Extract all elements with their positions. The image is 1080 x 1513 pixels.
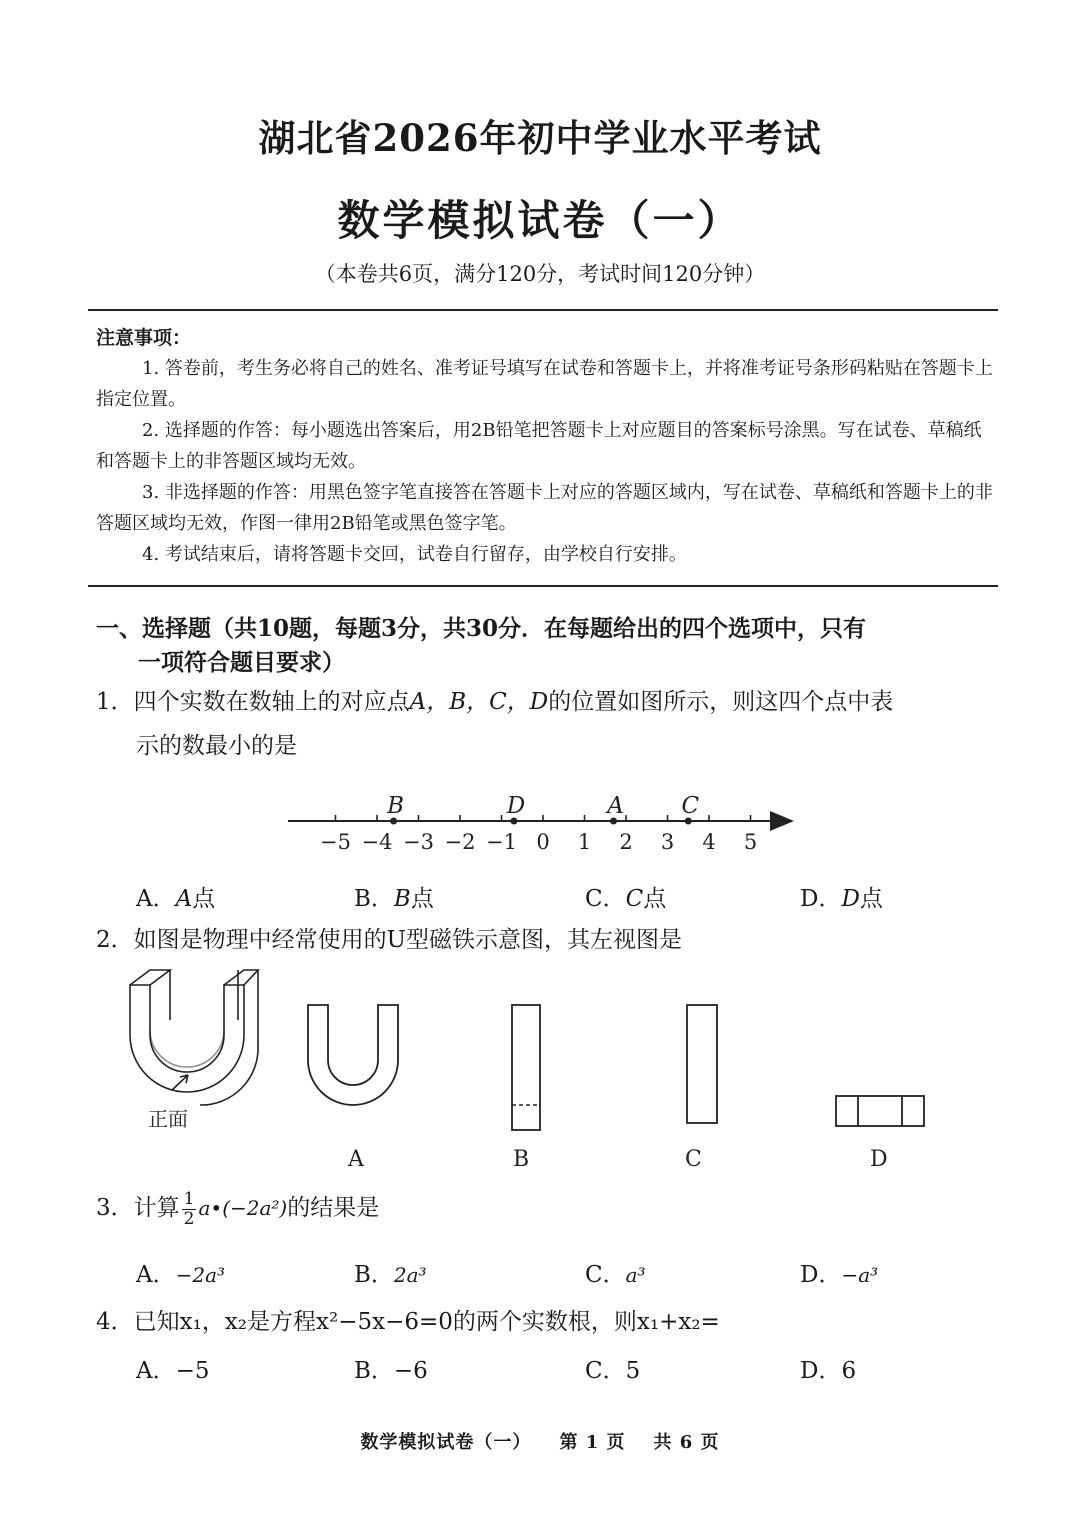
q3-fraction: $\frac{1}{2}$ [183, 1188, 195, 1229]
q4-option-c: C．5 [585, 1358, 641, 1384]
q1-option-a: A．A点 [136, 886, 216, 912]
q3-expression: a•(−2a²) [198, 1196, 288, 1220]
number-line-point-label-c: C [681, 793, 700, 819]
q3-option-b: B．2a³ [354, 1262, 427, 1288]
number-line-tick-label: −4 [361, 830, 393, 854]
q1-number: 1． [96, 689, 134, 715]
section-heading-line1: 一、选择题（共10题，每题3分，共30分．在每题给出的四个选项中，只有 [96, 615, 867, 642]
q1-points: A，B，C，D [409, 689, 549, 715]
exam-info: （本卷共6页，满分120分，考试时间120分钟） [314, 262, 766, 286]
section-heading [96, 612, 996, 680]
q4-option-a: A．−5 [136, 1358, 210, 1384]
number-line-point-label-d: D [506, 793, 526, 819]
section-heading-line2: 一项符合题目要求） [138, 649, 345, 676]
q3-number: 3． [96, 1195, 134, 1221]
divider-top [88, 309, 998, 311]
number-line-tick-label: 0 [536, 830, 550, 854]
q3-prefix: 计算 [133, 1195, 180, 1221]
q3-suffix: 的结果是 [287, 1195, 380, 1221]
number-line [280, 785, 810, 860]
number-line-tick-label: 4 [702, 830, 716, 854]
question-2 [96, 918, 996, 962]
exam-title: 湖北省2026年初中学业水平考试 [258, 116, 822, 160]
option-b-label: B [513, 1147, 530, 1172]
magnet-figures [120, 960, 940, 1180]
q3-option-d: D．−a³ [800, 1262, 879, 1288]
front-label: 正面 [148, 1107, 188, 1131]
notice-item-3: 3. 非选择题的作答：用黑色签字笔直接答在答题卡上对应的答题区域内，写在试卷、草稿纸和答题卡上的非答题区域均无效，作图一律用2B铅笔或黑色签字笔。 [96, 482, 993, 534]
q4-option-b: B．−6 [354, 1358, 428, 1384]
notice-heading: 注意事项： [96, 327, 192, 349]
q4-number: 4． [96, 1309, 134, 1335]
footer-total: 共 6 页 [653, 1432, 720, 1453]
page-footer [0, 1428, 1080, 1454]
number-line-tick-label: 2 [619, 830, 633, 854]
u-magnet-3d-drawing [130, 970, 258, 1105]
notice-item-1: 1. 答卷前，考生务必将自己的姓名、准考证号填写在试卷和答题卡上，并将准考证号条形码粘贴在答题卡上指定位置。 [96, 358, 993, 410]
notice-list [96, 353, 996, 570]
q2-text: 如图是物理中经常使用的U型磁铁示意图，其左视图是 [133, 927, 683, 953]
q4-text: 已知x₁，x₂是方程x²−5x−6=0的两个实数根，则x₁+x₂= [133, 1309, 720, 1335]
notice-item-2: 2. 选择题的作答：每小题选出答案后，用2B铅笔把答题卡上对应题目的答案标号涂黑。写在试卷、草稿纸和答题卡上的非答题区域均无效。 [96, 420, 982, 472]
footer-page: 第 1 页 [559, 1432, 626, 1453]
option-a-label: A [348, 1147, 364, 1172]
footer-exam-name: 数学模拟试卷（一） [360, 1432, 532, 1453]
number-line-tick-label: −2 [444, 830, 476, 854]
q1-text-part1: 四个实数在数轴上的对应点 [133, 689, 410, 715]
q4-option-d: D．6 [800, 1358, 857, 1384]
number-line-tick-label: −5 [320, 830, 351, 854]
option-c-shape [687, 1005, 717, 1123]
q1-text-part2: 的位置如图所示，则这四个点中表 [548, 689, 894, 715]
question-3 [96, 1186, 996, 1230]
number-line-tick-label: −3 [403, 830, 434, 854]
q2-number: 2． [96, 927, 134, 953]
question-4 [96, 1300, 996, 1344]
option-d-label: D [870, 1147, 888, 1172]
divider-bottom [88, 585, 998, 587]
option-d-shape [836, 1096, 924, 1126]
number-line-tick-label: 3 [660, 830, 675, 854]
exam-subtitle: 数学模拟试卷（一） [337, 196, 743, 245]
q1-option-d: D．D点 [800, 886, 883, 912]
number-line-tick-label: 1 [577, 830, 592, 854]
option-a-u-shape [308, 1005, 398, 1105]
option-c-label: C [685, 1147, 702, 1172]
question-1 [96, 680, 996, 768]
number-line-tick-label: 5 [743, 830, 758, 854]
option-b-shape [512, 1005, 540, 1130]
notice-item-4: 4. 考试结束后，请将答题卡交回，试卷自行留存，由学校自行安排。 [142, 544, 687, 565]
q1-text-part3: 示的数最小的是 [136, 733, 297, 759]
q1-option-c: C．C点 [585, 886, 667, 912]
q1-option-b: B．B点 [354, 886, 434, 912]
q3-option-a: A．−2a³ [136, 1262, 226, 1288]
number-line-point-label-b: B [387, 793, 405, 819]
number-line-tick-label: −1 [486, 830, 517, 854]
number-line-point-label-a: A [607, 793, 624, 819]
q3-option-c: C．a³ [585, 1262, 646, 1288]
